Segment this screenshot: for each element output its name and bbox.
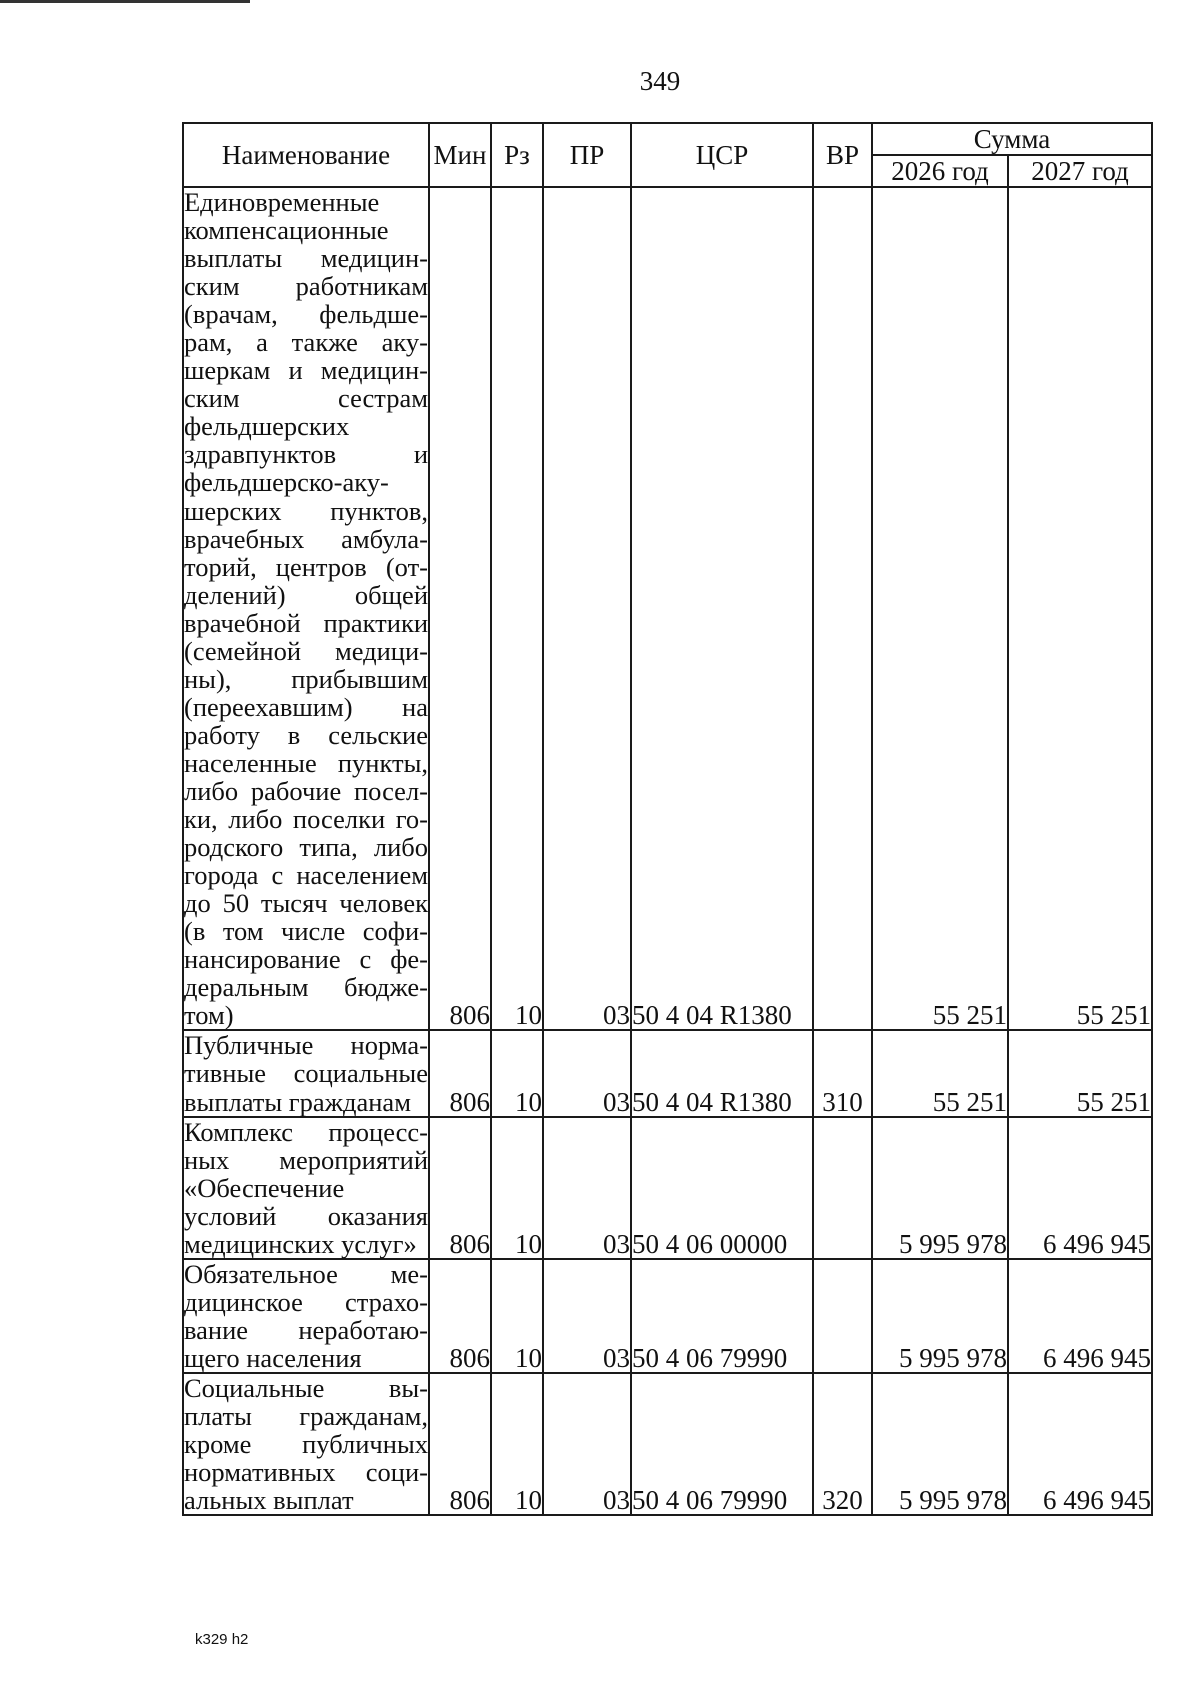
cell-sum-2027: 6 496 945 (1008, 1259, 1152, 1373)
budget-table (182, 122, 1153, 1516)
cell-csr: 50 4 04 R1380 (631, 187, 813, 1030)
cell-rz: 10 (491, 1373, 543, 1515)
cell-sum-2026: 5 995 978 (872, 1259, 1008, 1373)
cell-rz: 10 (491, 187, 543, 1030)
cell-name: Обязательное медицинское страхование неработающего населения (184, 1258, 428, 1373)
page-number: 349 (639, 66, 681, 96)
header-vr: ВР (813, 123, 872, 187)
cell-name: Комплекс процессных мероприятий «Обеспечение условий оказания медицинских услуг» (184, 1116, 428, 1259)
header-sum: Сумма (872, 123, 1152, 155)
cell-sum-2027: 55 251 (1008, 187, 1152, 1030)
table-body (183, 187, 1152, 1515)
cell-min: 806 (429, 1117, 491, 1259)
cell-min: 806 (429, 187, 491, 1030)
cell-vr: 310 (813, 1030, 872, 1116)
cell-csr: 50 4 06 79990 (631, 1259, 813, 1373)
cell-sum-2027: 6 496 945 (1008, 1373, 1152, 1515)
cell-pr: 03 (543, 1259, 631, 1373)
cell-rz: 10 (491, 1030, 543, 1116)
cell-min: 806 (429, 1373, 491, 1515)
cell-rz: 10 (491, 1117, 543, 1259)
cell-name: Социальные выплаты гражданам, кроме публичных нормативных социальных выплат (184, 1372, 428, 1516)
cell-csr: 50 4 04 R1380 (631, 1030, 813, 1116)
header-pr: ПР (543, 123, 631, 187)
cell-vr: 320 (813, 1373, 872, 1515)
cell-name: Публичные нормативные социальные выплаты гражданам (184, 1030, 428, 1117)
table-row (183, 1259, 1152, 1373)
cell-csr: 50 4 06 00000 (631, 1117, 813, 1259)
cell-vr (813, 1117, 872, 1259)
cell-pr: 03 (543, 1373, 631, 1515)
cell-vr (813, 1259, 872, 1373)
cell-sum-2026: 55 251 (872, 187, 1008, 1030)
footer-code: k329 h2 (195, 1631, 249, 1648)
cell-sum-2026: 5 995 978 (872, 1117, 1008, 1259)
header-min: Мин (429, 123, 491, 187)
cell-csr: 50 4 06 79990 (631, 1373, 813, 1515)
header-rz: Рз (491, 123, 543, 187)
cell-sum-2026: 55 251 (872, 1030, 1008, 1116)
cell-sum-2027: 55 251 (1008, 1030, 1152, 1116)
cell-pr: 03 (543, 187, 631, 1030)
header-name: Наименование (183, 123, 429, 187)
cell-sum-2026: 5 995 978 (872, 1373, 1008, 1515)
header-csr: ЦСР (631, 123, 813, 187)
cell-rz: 10 (491, 1259, 543, 1373)
table-row (183, 1373, 1152, 1515)
scan-edge-line (0, 0, 250, 3)
cell-min: 806 (429, 1030, 491, 1116)
cell-pr: 03 (543, 1117, 631, 1259)
header-row-top (183, 123, 1152, 155)
cell-pr: 03 (543, 1030, 631, 1116)
cell-min: 806 (429, 1259, 491, 1373)
cell-name: Единовременные компенсационные выплаты медицинским работникам (врачам, фельдшерам, а также акушеркам и медицинским сестрам фельдшерских здравпунктов и фельдшерско-акушерских пунктов, врачебных амбулаторий, центров (отделений) общей врачебной практики (семейной медицины), прибывшим (переехавшим) на работу в сельские населенные пункты, либо рабочие поселки, либо поселки городского типа, либо города с населением до 50 тысяч человек (в том числе софинансирование с федеральным бюджетом) (184, 187, 428, 1031)
header-year-2027: 2027 год (1008, 155, 1152, 187)
table-row (183, 1030, 1152, 1116)
table-row (183, 187, 1152, 1030)
table-row (183, 1117, 1152, 1259)
cell-vr (813, 187, 872, 1030)
header-year-2026: 2026 год (872, 155, 1008, 187)
cell-sum-2027: 6 496 945 (1008, 1117, 1152, 1259)
